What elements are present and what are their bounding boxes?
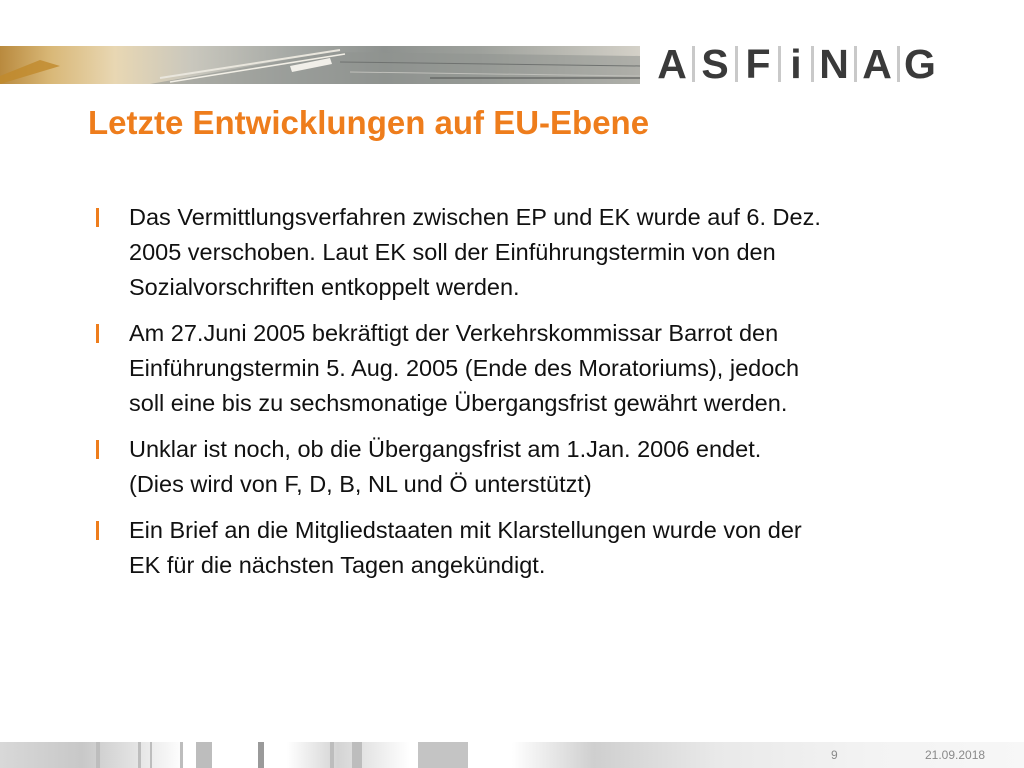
footer-stripe [150,742,152,768]
bullet-line: soll eine bis zu sechsmonatige Übergangsfrist gewährt werden. [129,390,788,416]
bullet-line: Einführungstermin 5. Aug. 2005 (Ende des Moratoriums), jedoch [129,355,800,381]
bullet-marker-icon [96,208,99,227]
logo-letter: S [701,40,729,87]
bullet-marker-icon [96,324,99,343]
logo-divider [778,46,781,82]
footer-stripe [330,742,334,768]
bullet-marker-icon [96,521,99,540]
footer-stripe [196,742,212,768]
bullet-list [94,200,984,594]
footer-stripe [418,742,468,768]
footer-stripe [258,742,264,768]
logo-letter: A [657,40,687,87]
logo-divider [854,46,857,82]
bullet-line: Am 27.Juni 2005 bekräftigt der Verkehrskommissar Barrot den [129,320,779,346]
slide-number: 9 [831,748,838,762]
bullet-item [94,316,984,421]
bullet-line: Unklar ist noch, ob die Übergangsfrist am 1.Jan. 2006 endet. [129,436,762,462]
bullet-line: Sozialvorschriften entkoppelt werden. [129,274,520,300]
bullet-line: Ein Brief an die Mitgliedstaaten mit Klarstellungen wurde von der [129,517,802,543]
bridge-photo-illustration [0,46,640,84]
bullet-line: EK für die nächsten Tagen angekündigt. [129,552,546,578]
logo-letter: N [819,40,849,87]
logo-divider [692,46,695,82]
logo-divider [811,46,814,82]
footer-stripe [180,742,183,768]
logo-divider [735,46,738,82]
bullet-line: Das Vermittlungsverfahren zwischen EP und EK wurde auf 6. Dez. [129,204,821,230]
footer-decorative-bar [0,742,1024,768]
bullet-line: (Dies wird von F, D, B, NL und Ö unterstützt) [129,471,592,497]
footer-stripe [96,742,100,768]
bullet-item [94,200,984,305]
bullet-item [94,432,984,502]
header-photo-banner [0,46,640,84]
logo-letter: G [904,40,936,87]
logo-divider [897,46,900,82]
bullet-marker-icon [96,440,99,459]
asfinag-logo [655,42,937,86]
footer-stripe [352,742,362,768]
bullet-item [94,513,984,583]
logo-letter: i [790,40,802,87]
slide-title: Letzte Entwicklungen auf EU-Ebene [88,104,650,141]
logo-letter: F [745,40,771,87]
logo-letter: A [862,40,892,87]
slide-date: 21.09.2018 [925,748,986,762]
footer-stripe [138,742,141,768]
bullet-line: 2005 verschoben. Laut EK soll der Einführungstermin von den [129,239,776,265]
